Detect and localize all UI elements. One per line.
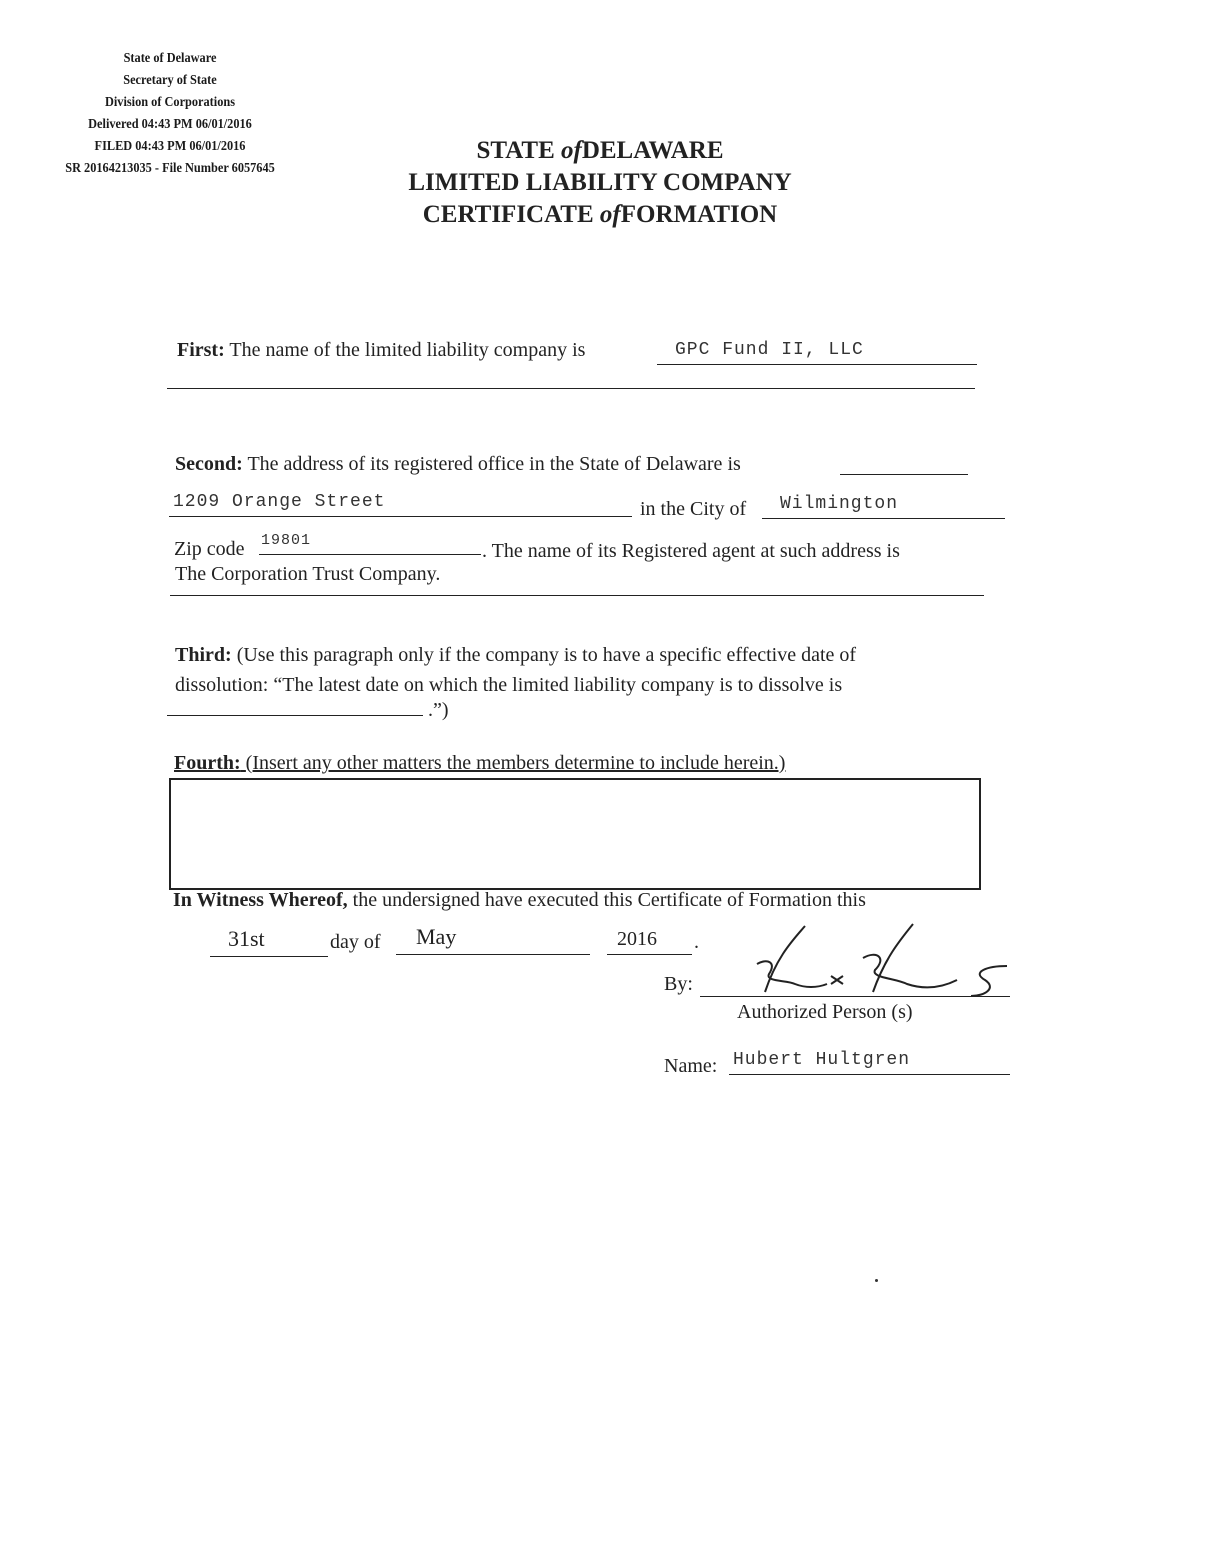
fourth-matters-box[interactable] — [169, 778, 981, 890]
street-field[interactable] — [169, 492, 632, 517]
first-label: First: — [177, 339, 225, 361]
third-line-1: (Use this paragraph only if the company is to have a specific effective date of — [236, 644, 857, 666]
witness-clause — [173, 888, 866, 912]
company-name-field[interactable] — [657, 340, 977, 365]
day-value: 31st — [228, 926, 265, 951]
city-field[interactable] — [762, 494, 1005, 519]
company-name-value: GPC Fund II, LLC — [675, 340, 864, 360]
second-clause — [175, 452, 741, 476]
stamp-state: State of Delaware — [123, 51, 217, 66]
zip-label: Zip code — [174, 538, 245, 560]
day-field[interactable] — [210, 926, 328, 957]
document-title — [300, 135, 900, 231]
scan-speck — [875, 1279, 878, 1282]
zip-field[interactable] — [259, 532, 481, 555]
first-clause — [177, 338, 585, 362]
street-value: 1209 Orange Street — [173, 492, 386, 512]
name-value: Hubert Hultgren — [733, 1050, 911, 1070]
title-line-2: LIMITED LIABILITY COMPANY — [408, 169, 792, 196]
city-value: Wilmington — [780, 494, 899, 514]
month-value: May — [416, 924, 457, 949]
day-of-label: day of — [330, 931, 381, 953]
month-field[interactable] — [396, 924, 590, 955]
year-field[interactable] — [607, 930, 692, 955]
year-value: 2016 — [617, 928, 657, 950]
agent-name: The Corporation Trust Company. — [175, 563, 441, 585]
witness-text: the undersigned have executed this Certificate of Formation this — [352, 889, 866, 911]
authorized-person-label: Authorized Person (s) — [737, 1001, 913, 1023]
third-line-2: dissolution: “The latest date on which the limited liability company is to dissolve is — [175, 674, 843, 696]
stamp-division: Division of Corporations — [104, 95, 236, 110]
stamp-filed: FILED 04:43 PM 06/01/2016 — [94, 139, 246, 154]
city-label: in the City of — [640, 498, 747, 520]
witness-label: In Witness Whereof, — [173, 889, 348, 911]
name-label: Name: — [664, 1055, 718, 1077]
second-label: Second: — [175, 453, 243, 475]
fourth-text: (Insert any other matters the members determine to include herein.) — [245, 752, 786, 774]
dissolution-date-field[interactable] — [167, 715, 423, 716]
stamp-delivered: Delivered 04:43 PM 06/01/2016 — [88, 117, 252, 132]
stamp-sr-file-number: SR 20164213035 - File Number 6057645 — [65, 161, 275, 176]
first-continuation-line — [167, 388, 975, 389]
fourth-clause — [174, 751, 785, 775]
agent-text: . The name of its Registered agent at such address is — [482, 540, 900, 562]
title-line-3: CERTIFICATE ofFORMATION — [422, 201, 778, 228]
name-field[interactable] — [729, 1050, 1010, 1075]
fourth-label: Fourth: — [174, 752, 241, 774]
by-label: By: — [664, 973, 693, 995]
first-text: The name of the limited liability company is — [229, 339, 586, 361]
agent-underline — [170, 595, 984, 596]
zip-value: 19801 — [261, 532, 312, 549]
title-line-1: STATE ofDELAWARE — [476, 137, 724, 164]
stamp-secretary: Secretary of State — [123, 73, 217, 88]
filing-stamp — [38, 48, 302, 180]
third-end: .”) — [428, 699, 449, 721]
signature-image — [735, 918, 1015, 1002]
date-period: . — [694, 931, 699, 953]
second-text: The address of its registered office in the State of Delaware is — [247, 453, 741, 475]
third-clause-line-1 — [175, 643, 856, 667]
third-label: Third: — [175, 644, 232, 666]
second-blank-line — [840, 474, 968, 475]
